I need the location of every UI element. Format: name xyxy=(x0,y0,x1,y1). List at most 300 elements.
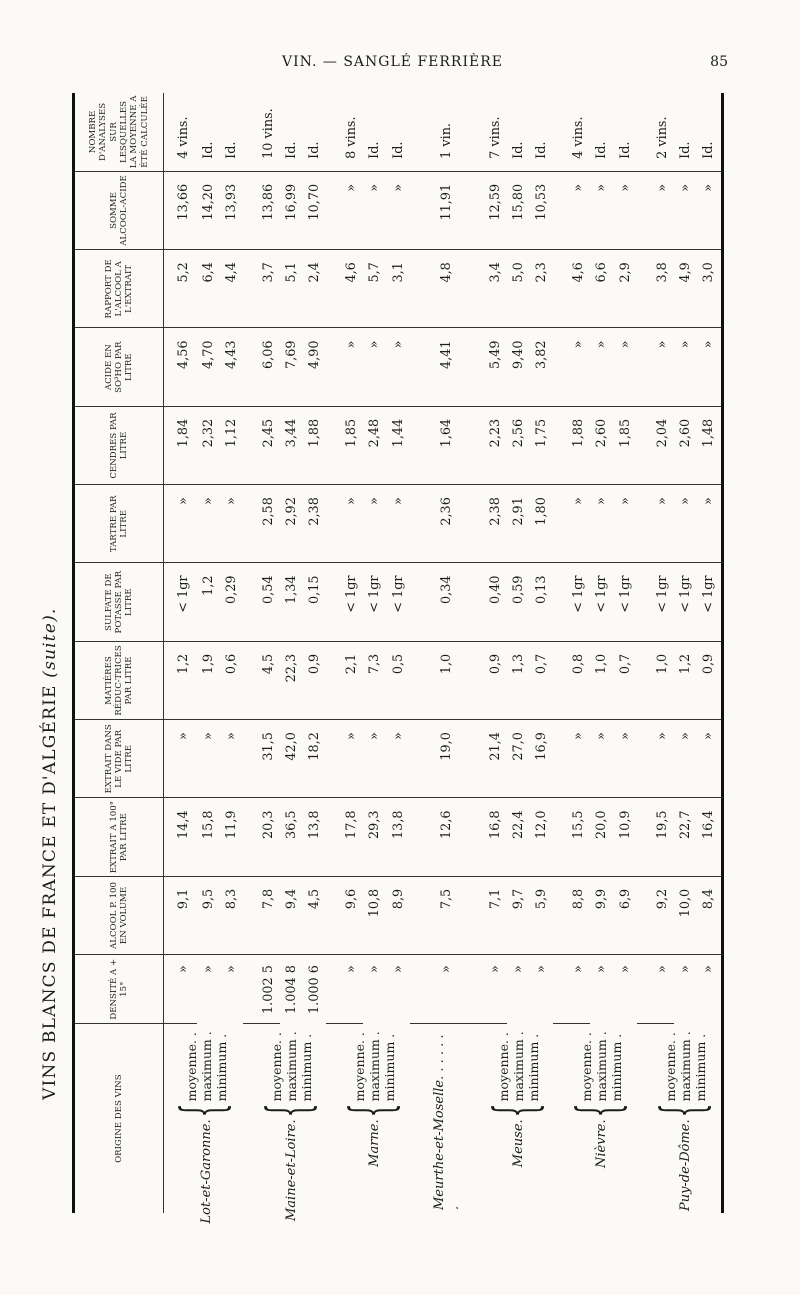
stat-label: moyenne. . xyxy=(496,1032,512,1102)
stat-labels xyxy=(352,1031,397,1101)
gap-cell xyxy=(326,171,340,249)
cell-ratio: 4,4 xyxy=(220,250,243,328)
cell-acid: 4,70 xyxy=(197,328,220,406)
gap-cell xyxy=(637,876,651,954)
cell-extract-vacuum: 18,2 xyxy=(303,720,326,798)
cell-count: 7 vins. xyxy=(484,93,507,171)
cell-ratio: 4,6 xyxy=(340,250,363,328)
cell-acid: 4,90 xyxy=(303,328,326,406)
cell-extract100: 19,5 xyxy=(651,798,674,876)
brace-glyph: { xyxy=(172,1103,238,1118)
gap-cell xyxy=(243,250,257,328)
header-extract-vacuum: EXTRAIT DANS LE VIDE PAR LITRE xyxy=(74,720,164,798)
stat-label: maximum . xyxy=(284,1031,300,1102)
cell-sum: 14,20 xyxy=(197,171,220,249)
cell-sulfate: < 1gr xyxy=(164,563,197,641)
cell-count: 4 vins. xyxy=(567,93,590,171)
cell-sulfate: 0,13 xyxy=(530,563,553,641)
stat-label: minimum . xyxy=(526,1033,542,1102)
running-head xyxy=(0,54,800,78)
cell-alcohol: 7,5 xyxy=(424,876,470,954)
cell-ratio: 4,9 xyxy=(674,250,697,328)
cell-ash: 1,75 xyxy=(530,406,553,484)
gap-cell xyxy=(410,955,424,1024)
cell-ash: 1,64 xyxy=(424,406,470,484)
cell-density: » xyxy=(651,955,674,1024)
cell-sulfate: < 1gr xyxy=(340,563,363,641)
cell-density: 1.000 6 xyxy=(307,965,323,1014)
cell-acid: 6,06 xyxy=(257,328,280,406)
origin-cell xyxy=(257,1024,326,1222)
origin-name: Meurthe-et-Moselle. . . . . . . xyxy=(431,1034,462,1210)
gap-cell xyxy=(553,93,567,171)
cell-alcohol: 5,9 xyxy=(530,876,553,954)
cell-count: 4 vins. xyxy=(164,93,197,171)
header-origin: ORIGINE DES VINS xyxy=(74,1024,164,1213)
cell-density: » xyxy=(567,955,590,1024)
cell-tartar: » xyxy=(590,485,613,563)
cell-ash: 1,88 xyxy=(303,406,326,484)
cell-sum: 13,86 xyxy=(257,171,280,249)
cell-sulfate: 0,40 xyxy=(484,563,507,641)
cell-density: » xyxy=(424,955,470,1024)
cell-acid: » xyxy=(614,328,637,406)
stat-label: minimum . xyxy=(299,1033,315,1102)
cell-extract100: 16,4 xyxy=(697,798,723,876)
cell-acid: » xyxy=(674,328,697,406)
cell-sum: » xyxy=(590,171,613,249)
gap-cell xyxy=(410,250,424,328)
cell-ash: 2,23 xyxy=(484,406,507,484)
cell-extract100: 29,3 xyxy=(363,798,386,876)
cell-ash: 1,48 xyxy=(697,406,723,484)
gap-cell xyxy=(410,1024,424,1213)
cell-density: » xyxy=(340,955,363,1024)
cell-extract-vacuum: 27,0 xyxy=(507,720,530,798)
cell-extract-vacuum: 31,5 xyxy=(257,720,280,798)
cell-ratio: 6,4 xyxy=(197,250,220,328)
gap-cell xyxy=(243,641,257,719)
cell-reducing: 0,7 xyxy=(530,641,553,719)
cell-ratio: 5,1 xyxy=(280,250,303,328)
group-gap xyxy=(553,93,567,1213)
cell-ratio: 5,0 xyxy=(507,250,530,328)
brace-glyph: { xyxy=(484,1103,550,1118)
cell-alcohol: 9,6 xyxy=(340,876,363,954)
cell-acid: » xyxy=(363,328,386,406)
cell-alcohol: 9,5 xyxy=(197,876,220,954)
cell-reducing: 4,5 xyxy=(257,641,280,719)
cell-extract-vacuum: » xyxy=(164,720,197,798)
origin-name: Nièvre. xyxy=(594,1119,610,1168)
header-extract-100: EXTRAIT A 100° PAR LITRE xyxy=(74,798,164,876)
cell-ratio: 2,4 xyxy=(303,250,326,328)
cell-acid: » xyxy=(340,328,363,406)
origin-name: Lot-et-Garonne. xyxy=(198,1119,214,1224)
rotated-table-wrapper xyxy=(72,93,724,1224)
cell-reducing: 1,0 xyxy=(590,641,613,719)
brace-glyph: { xyxy=(257,1103,323,1118)
cell-alcohol: 10,8 xyxy=(363,876,386,954)
cell-reducing: 0,9 xyxy=(697,641,723,719)
gap-cell xyxy=(326,641,340,719)
gap-cell xyxy=(410,876,424,954)
cell-alcohol: 10,0 xyxy=(674,876,697,954)
cell-ash: 2,32 xyxy=(197,406,220,484)
origin-cell xyxy=(484,1024,553,1213)
cell-tartar: 2,38 xyxy=(484,485,507,563)
gap-cell xyxy=(243,1024,257,1213)
cell-sum: 16,99 xyxy=(280,171,303,249)
table-row xyxy=(164,93,197,1213)
table-title-suffix: (suite). xyxy=(40,607,60,678)
group-gap xyxy=(410,93,424,1213)
gap-cell xyxy=(637,563,651,641)
cell-acid: » xyxy=(651,328,674,406)
gap-cell xyxy=(410,485,424,563)
gap-cell xyxy=(470,720,484,798)
cell-extract100: 20,3 xyxy=(257,798,280,876)
gap-cell xyxy=(470,485,484,563)
cell-sulfate: 0,15 xyxy=(303,563,326,641)
gap-cell xyxy=(553,328,567,406)
cell-sulfate: < 1gr xyxy=(651,563,674,641)
cell-acid: » xyxy=(590,328,613,406)
cell-ratio: 5,2 xyxy=(164,250,197,328)
group-gap xyxy=(326,93,340,1213)
origin-name: Puy-de-Dôme. xyxy=(678,1119,694,1212)
cell-tartar: » xyxy=(220,485,243,563)
cell-alcohol: 9,7 xyxy=(507,876,530,954)
cell-sum: » xyxy=(614,171,637,249)
cell-tartar: 1,80 xyxy=(530,485,553,563)
cell-extract-vacuum: » xyxy=(197,720,220,798)
stat-label: moyenne. . xyxy=(352,1032,368,1102)
cell-acid: 9,40 xyxy=(507,328,530,406)
cell-alcohol: 9,1 xyxy=(164,876,197,954)
gap-cell xyxy=(637,1024,651,1213)
cell-extract100: 13,8 xyxy=(387,798,410,876)
cell-sulfate: 0,34 xyxy=(424,563,470,641)
stat-label: minimum . xyxy=(693,1033,709,1102)
gap-cell xyxy=(470,406,484,484)
cell-extract-vacuum: 19,0 xyxy=(424,720,470,798)
gap-cell xyxy=(470,955,484,1024)
gap-cell xyxy=(470,250,484,328)
cell-ratio: 2,3 xyxy=(530,250,553,328)
gap-cell xyxy=(326,250,340,328)
gap-cell xyxy=(637,328,651,406)
cell-alcohol: 8,4 xyxy=(697,876,723,954)
gap-cell xyxy=(637,250,651,328)
gap-cell xyxy=(553,955,567,1024)
gap-cell xyxy=(553,563,567,641)
gap-cell xyxy=(410,406,424,484)
gap-cell xyxy=(637,93,651,171)
gap-cell xyxy=(553,641,567,719)
cell-count: Id. xyxy=(697,93,723,171)
cell-sulfate: < 1gr xyxy=(590,563,613,641)
cell-reducing: 2,1 xyxy=(340,641,363,719)
gap-cell xyxy=(243,93,257,171)
cell-alcohol: 7,8 xyxy=(257,876,280,954)
brace-glyph: { xyxy=(341,1103,407,1118)
cell-acid: 4,56 xyxy=(164,328,197,406)
header-ash: CENDRES PAR LITRE xyxy=(74,406,164,484)
cell-ratio: 4,8 xyxy=(424,250,470,328)
cell-extract-vacuum: » xyxy=(674,720,697,798)
gap-cell xyxy=(326,563,340,641)
cell-extract100: 12,6 xyxy=(424,798,470,876)
cell-count: Id. xyxy=(363,93,386,171)
cell-extract100: 12,0 xyxy=(530,798,553,876)
stat-label: moyenne. . xyxy=(269,1032,285,1102)
cell-count: Id. xyxy=(303,93,326,171)
cell-tartar: 2,58 xyxy=(257,485,280,563)
stat-label: minimum . xyxy=(213,1033,229,1102)
cell-extract-vacuum: » xyxy=(697,720,723,798)
cell-sulfate: < 1gr xyxy=(614,563,637,641)
gap-cell xyxy=(243,798,257,876)
cell-ash: 1,88 xyxy=(567,406,590,484)
cell-ash: 2,56 xyxy=(507,406,530,484)
cell-alcohol: 9,2 xyxy=(651,876,674,954)
cell-density: » xyxy=(164,955,197,1024)
cell-extract-vacuum: » xyxy=(651,720,674,798)
gap-cell xyxy=(637,641,651,719)
cell-count: 2 vins. xyxy=(651,93,674,171)
cell-reducing: 0,7 xyxy=(614,641,637,719)
header-acid: ACIDE EN SO³HO PAR LITRE xyxy=(74,328,164,406)
table-body xyxy=(164,93,723,1224)
cell-reducing: 0,9 xyxy=(484,641,507,719)
cell-density: 1.002 5 xyxy=(257,955,280,1024)
cell-extract-vacuum: 42,0 xyxy=(280,720,303,798)
brace-glyph: { xyxy=(652,1103,718,1118)
gap-cell xyxy=(470,876,484,954)
cell-tartar: » xyxy=(674,485,697,563)
cell-density: » xyxy=(484,955,507,1024)
cell-sum: » xyxy=(340,171,363,249)
header-alcohol: ALCOOL P. 100 EN VOLUME xyxy=(74,876,164,954)
cell-tartar: » xyxy=(697,485,723,563)
gap-cell xyxy=(470,1024,484,1213)
cell-alcohol: 9,9 xyxy=(590,876,613,954)
cell-reducing: 0,6 xyxy=(220,641,243,719)
cell-reducing: 7,3 xyxy=(363,641,386,719)
stat-label: maximum . xyxy=(198,1031,214,1102)
stat-label: moyenne. . xyxy=(663,1032,679,1102)
table-row xyxy=(257,93,280,1213)
cell-ash: 1,44 xyxy=(387,406,410,484)
cell-sum: » xyxy=(567,171,590,249)
stat-labels xyxy=(184,1031,229,1101)
cell-extract-vacuum: » xyxy=(340,720,363,798)
stat-label: moyenne. . xyxy=(579,1032,595,1102)
cell-ratio: 4,6 xyxy=(567,250,590,328)
cell-count: 1 vin. xyxy=(424,93,470,171)
gap-cell xyxy=(326,406,340,484)
gap-cell xyxy=(243,955,257,1024)
gap-cell xyxy=(637,171,651,249)
cell-count: Id. xyxy=(387,93,410,171)
gap-cell xyxy=(243,485,257,563)
gap-cell xyxy=(553,171,567,249)
origin-name: Marne. xyxy=(367,1119,383,1167)
stat-label: maximum . xyxy=(511,1031,527,1102)
cell-tartar: 2,92 xyxy=(280,485,303,563)
cell-extract100: 11,9 xyxy=(220,798,243,876)
header-row xyxy=(74,93,164,1213)
table-row xyxy=(651,93,674,1213)
stat-labels xyxy=(269,1031,314,1101)
table-title-main: VINS BLANCS DE FRANCE ET D'ALGÉRIE xyxy=(40,684,60,1100)
wine-analysis-table xyxy=(72,93,724,1224)
cell-extract100: 36,5 xyxy=(280,798,303,876)
cell-alcohol: 4,5 xyxy=(303,876,326,954)
table-row xyxy=(567,93,590,1213)
cell-tartar: » xyxy=(387,485,410,563)
cell-extract-vacuum: » xyxy=(220,720,243,798)
cell-count: Id. xyxy=(530,93,553,171)
cell-density: » xyxy=(223,965,239,973)
gap-cell xyxy=(243,406,257,484)
cell-sulfate: < 1gr xyxy=(387,563,410,641)
group-gap xyxy=(243,93,257,1213)
table-row xyxy=(484,93,507,1213)
cell-tartar: » xyxy=(567,485,590,563)
cell-acid: » xyxy=(567,328,590,406)
cell-acid: 3,82 xyxy=(530,328,553,406)
cell-density: » xyxy=(200,965,216,973)
cell-ash: 2,48 xyxy=(363,406,386,484)
cell-extract100: 14,4 xyxy=(164,798,197,876)
origin-name: Maine-et-Loire. xyxy=(284,1119,300,1222)
stat-labels xyxy=(663,1031,708,1101)
origin-cell xyxy=(651,1024,723,1213)
gap-cell xyxy=(410,641,424,719)
cell-density: » xyxy=(617,965,633,973)
gap-cell xyxy=(470,641,484,719)
cell-density: » xyxy=(390,965,406,973)
origin-cell xyxy=(424,1024,470,1213)
brace-glyph: { xyxy=(568,1103,634,1118)
group-gap xyxy=(637,93,651,1213)
table-row xyxy=(424,93,470,1213)
gap-cell xyxy=(243,876,257,954)
cell-count: 8 vins. xyxy=(340,93,363,171)
cell-extract100: 22,7 xyxy=(674,798,697,876)
header-reducing-matter: MATIÈRES RÉDUC-TRICES PAR LITRE xyxy=(74,641,164,719)
cell-reducing: 1,3 xyxy=(507,641,530,719)
origin-name: Meuse. xyxy=(511,1119,527,1168)
cell-ash: 1,85 xyxy=(614,406,637,484)
gap-cell xyxy=(243,563,257,641)
gap-cell xyxy=(553,485,567,563)
cell-density: » xyxy=(677,965,693,973)
cell-extract100: 15,8 xyxy=(197,798,220,876)
cell-extract100: 22,4 xyxy=(507,798,530,876)
cell-tartar: » xyxy=(340,485,363,563)
cell-density: » xyxy=(701,965,717,973)
stat-labels xyxy=(496,1031,541,1101)
gap-cell xyxy=(326,1024,340,1213)
gap-cell xyxy=(470,328,484,406)
cell-ash: 1,85 xyxy=(340,406,363,484)
running-head-title: VIN. — SANGLÉ FERRIÈRE xyxy=(282,54,503,70)
cell-extract100: 17,8 xyxy=(340,798,363,876)
cell-ratio: 3,0 xyxy=(697,250,723,328)
cell-sum: 13,93 xyxy=(220,171,243,249)
cell-count: Id. xyxy=(197,93,220,171)
cell-density: » xyxy=(534,965,550,973)
cell-tartar: 2,91 xyxy=(507,485,530,563)
cell-extract-vacuum: » xyxy=(387,720,410,798)
cell-alcohol: 7,1 xyxy=(484,876,507,954)
cell-sum: 13,66 xyxy=(164,171,197,249)
gap-cell xyxy=(326,720,340,798)
cell-sulfate: < 1gr xyxy=(697,563,723,641)
cell-sum: 10,70 xyxy=(303,171,326,249)
cell-tartar: 2,36 xyxy=(424,485,470,563)
cell-alcohol: 8,8 xyxy=(567,876,590,954)
origin-cell xyxy=(567,1024,636,1213)
cell-tartar: » xyxy=(164,485,197,563)
cell-reducing: 0,9 xyxy=(303,641,326,719)
header-potassium-sulfate: SULFATE DE POTASSE PAR LITRE xyxy=(74,563,164,641)
stat-label: moyenne. . xyxy=(183,1032,199,1102)
cell-tartar: » xyxy=(197,485,220,563)
cell-reducing: 0,8 xyxy=(567,641,590,719)
cell-count: Id. xyxy=(507,93,530,171)
cell-acid: 7,69 xyxy=(280,328,303,406)
gap-cell xyxy=(326,93,340,171)
cell-sum: 11,91 xyxy=(424,171,470,249)
group-gap xyxy=(470,93,484,1213)
cell-sulfate: 1,34 xyxy=(280,563,303,641)
cell-ash: 2,04 xyxy=(651,406,674,484)
gap-cell xyxy=(637,406,651,484)
cell-sulfate: < 1gr xyxy=(567,563,590,641)
gap-cell xyxy=(243,171,257,249)
cell-extract-vacuum: » xyxy=(363,720,386,798)
stat-label: minimum . xyxy=(382,1033,398,1102)
gap-cell xyxy=(326,485,340,563)
gap-cell xyxy=(637,955,651,1024)
cell-sum: » xyxy=(651,171,674,249)
cell-ash: 3,44 xyxy=(280,406,303,484)
gap-cell xyxy=(410,798,424,876)
cell-sulfate: 0,29 xyxy=(220,563,243,641)
header-count: NOMBRE D'ANALYSES SUR LESQUELLES LA MOYENNE A ÉTÉ CALCULÉE xyxy=(74,93,164,171)
cell-ash: 2,60 xyxy=(590,406,613,484)
cell-reducing: 1,0 xyxy=(424,641,470,719)
gap-cell xyxy=(326,798,340,876)
table-row xyxy=(340,93,363,1213)
cell-reducing: 1,9 xyxy=(197,641,220,719)
cell-extract100: 20,0 xyxy=(590,798,613,876)
cell-sum: » xyxy=(363,171,386,249)
cell-extract100: 16,8 xyxy=(484,798,507,876)
gap-cell xyxy=(326,328,340,406)
gap-cell xyxy=(243,720,257,798)
cell-extract-vacuum: » xyxy=(614,720,637,798)
table-title xyxy=(40,540,70,1100)
cell-reducing: 1,2 xyxy=(674,641,697,719)
cell-count: Id. xyxy=(220,93,243,171)
cell-tartar: » xyxy=(651,485,674,563)
cell-reducing: 1,0 xyxy=(651,641,674,719)
